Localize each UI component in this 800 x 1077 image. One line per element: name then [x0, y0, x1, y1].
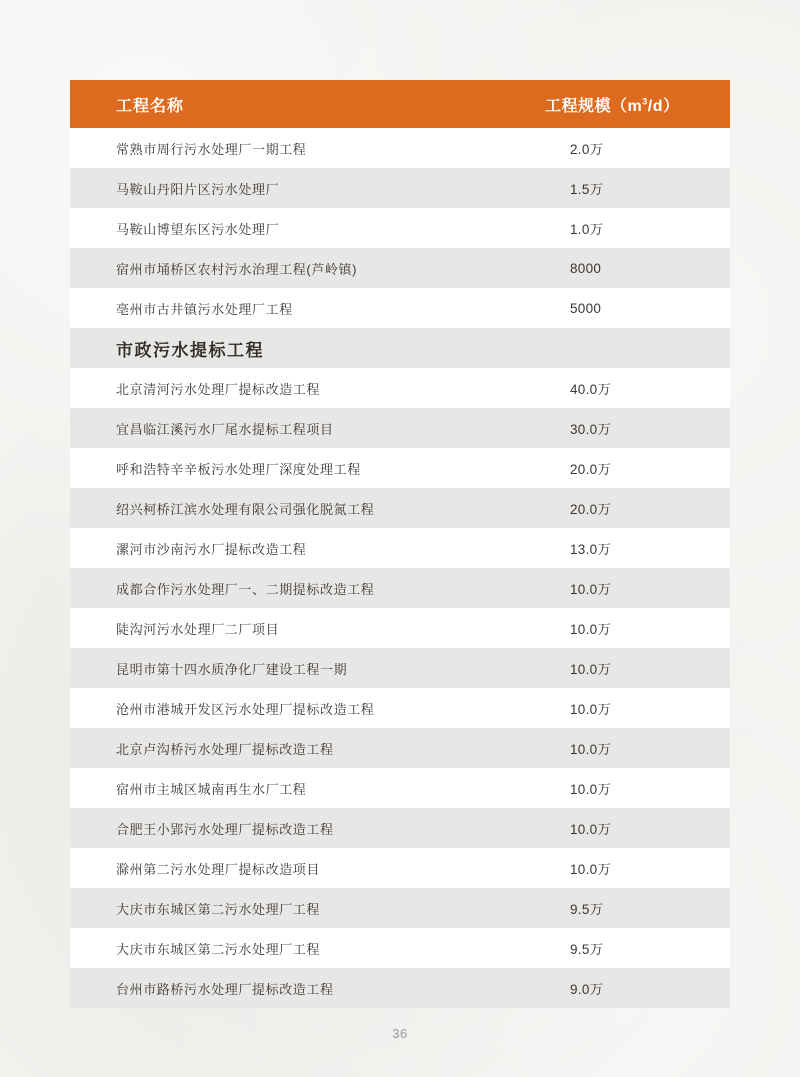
projects-table — [70, 80, 730, 1008]
project-name-cell: 绍兴柯桥江滨水处理有限公司强化脱氮工程 — [116, 501, 375, 517]
table-row — [70, 728, 730, 768]
table-row — [70, 448, 730, 488]
table-body-municipal-plants — [70, 128, 730, 328]
section-header-upgrade-projects: 市政污水提标工程 — [70, 328, 730, 368]
project-name-cell: 呼和浩特辛辛板污水处理厂深度处理工程 — [116, 461, 361, 477]
project-scale-cell: 1.0万 — [570, 222, 604, 237]
table-row — [70, 528, 730, 568]
table-row — [70, 248, 730, 288]
table-header-row — [70, 80, 730, 128]
project-scale-cell: 13.0万 — [570, 542, 612, 557]
table-row — [70, 688, 730, 728]
project-name-cell: 昆明市第十四水质净化厂建设工程一期 — [116, 661, 348, 677]
table-row — [70, 488, 730, 528]
scale-header-prefix: 工程规模（m — [545, 97, 643, 115]
table-row — [70, 808, 730, 848]
scale-header-superscript: 3 — [642, 96, 648, 107]
project-name-cell: 宿州市主城区城南再生水厂工程 — [116, 781, 307, 797]
project-name-cell: 台州市路桥污水处理厂提标改造工程 — [116, 981, 334, 997]
project-name-cell: 宜昌临江溪污水厂尾水提标工程项目 — [116, 421, 334, 437]
project-scale-cell: 10.0万 — [570, 822, 612, 837]
project-scale-cell: 20.0万 — [570, 502, 612, 517]
table-row — [70, 928, 730, 968]
table-row — [70, 568, 730, 608]
project-name-cell: 常熟市周行污水处理厂一期工程 — [116, 141, 307, 157]
table-header-project-name: 工程名称 — [116, 97, 185, 115]
project-scale-cell: 10.0万 — [570, 622, 612, 637]
project-scale-cell: 8000 — [570, 260, 602, 276]
table-row — [70, 648, 730, 688]
table-row — [70, 848, 730, 888]
project-scale-cell: 10.0万 — [570, 702, 612, 717]
table-row — [70, 368, 730, 408]
page-number: 36 — [392, 1026, 408, 1041]
project-scale-cell: 20.0万 — [570, 462, 612, 477]
project-scale-cell: 40.0万 — [570, 382, 612, 397]
scale-header-suffix: /d） — [647, 97, 680, 115]
project-scale-cell: 9.0万 — [570, 982, 604, 997]
project-scale-cell: 10.0万 — [570, 582, 612, 597]
project-scale-cell: 5000 — [570, 300, 602, 316]
table-body-upgrade-projects — [70, 368, 730, 1008]
table-row — [70, 168, 730, 208]
project-scale-cell: 10.0万 — [570, 782, 612, 797]
project-scale-cell: 10.0万 — [570, 862, 612, 877]
project-scale-cell: 10.0万 — [570, 742, 612, 757]
project-name-cell: 马鞍山丹阳片区污水处理厂 — [116, 181, 280, 197]
project-name-cell: 合肥王小郢污水处理厂提标改造工程 — [116, 821, 334, 837]
table-row — [70, 208, 730, 248]
project-name-cell: 亳州市古井镇污水处理厂工程 — [116, 301, 293, 317]
project-name-cell: 宿州市埇桥区农村污水治理工程(芦岭镇) — [116, 261, 358, 277]
table-row — [70, 128, 730, 168]
project-scale-cell: 9.5万 — [570, 942, 604, 957]
project-scale-cell: 10.0万 — [570, 662, 612, 677]
project-name-cell: 大庆市东城区第二污水处理厂工程 — [116, 901, 321, 917]
project-name-cell: 滁州第二污水处理厂提标改造项目 — [116, 861, 321, 877]
project-name-cell: 沧州市港城开发区污水处理厂提标改造工程 — [116, 701, 375, 717]
table-row — [70, 888, 730, 928]
project-name-cell: 大庆市东城区第二污水处理厂工程 — [116, 941, 321, 957]
project-name-cell: 北京卢沟桥污水处理厂提标改造工程 — [116, 741, 334, 757]
project-name-cell: 漯河市沙南污水厂提标改造工程 — [116, 541, 307, 557]
project-scale-cell: 2.0万 — [570, 142, 604, 157]
table-row — [70, 968, 730, 1008]
table-row — [70, 408, 730, 448]
project-scale-cell: 1.5万 — [570, 182, 604, 197]
project-name-cell: 北京清河污水处理厂提标改造工程 — [116, 381, 321, 397]
project-name-cell: 陡沟河污水处理厂二厂项目 — [116, 621, 280, 637]
project-scale-cell: 9.5万 — [570, 902, 604, 917]
project-name-cell: 成都合作污水处理厂一、二期提标改造工程 — [116, 581, 375, 597]
table-row — [70, 768, 730, 808]
table-row — [70, 608, 730, 648]
table-row — [70, 288, 730, 328]
project-name-cell: 马鞍山博望东区污水处理厂 — [116, 221, 280, 237]
table-header-project-scale — [545, 93, 730, 116]
project-scale-cell: 30.0万 — [570, 422, 612, 437]
